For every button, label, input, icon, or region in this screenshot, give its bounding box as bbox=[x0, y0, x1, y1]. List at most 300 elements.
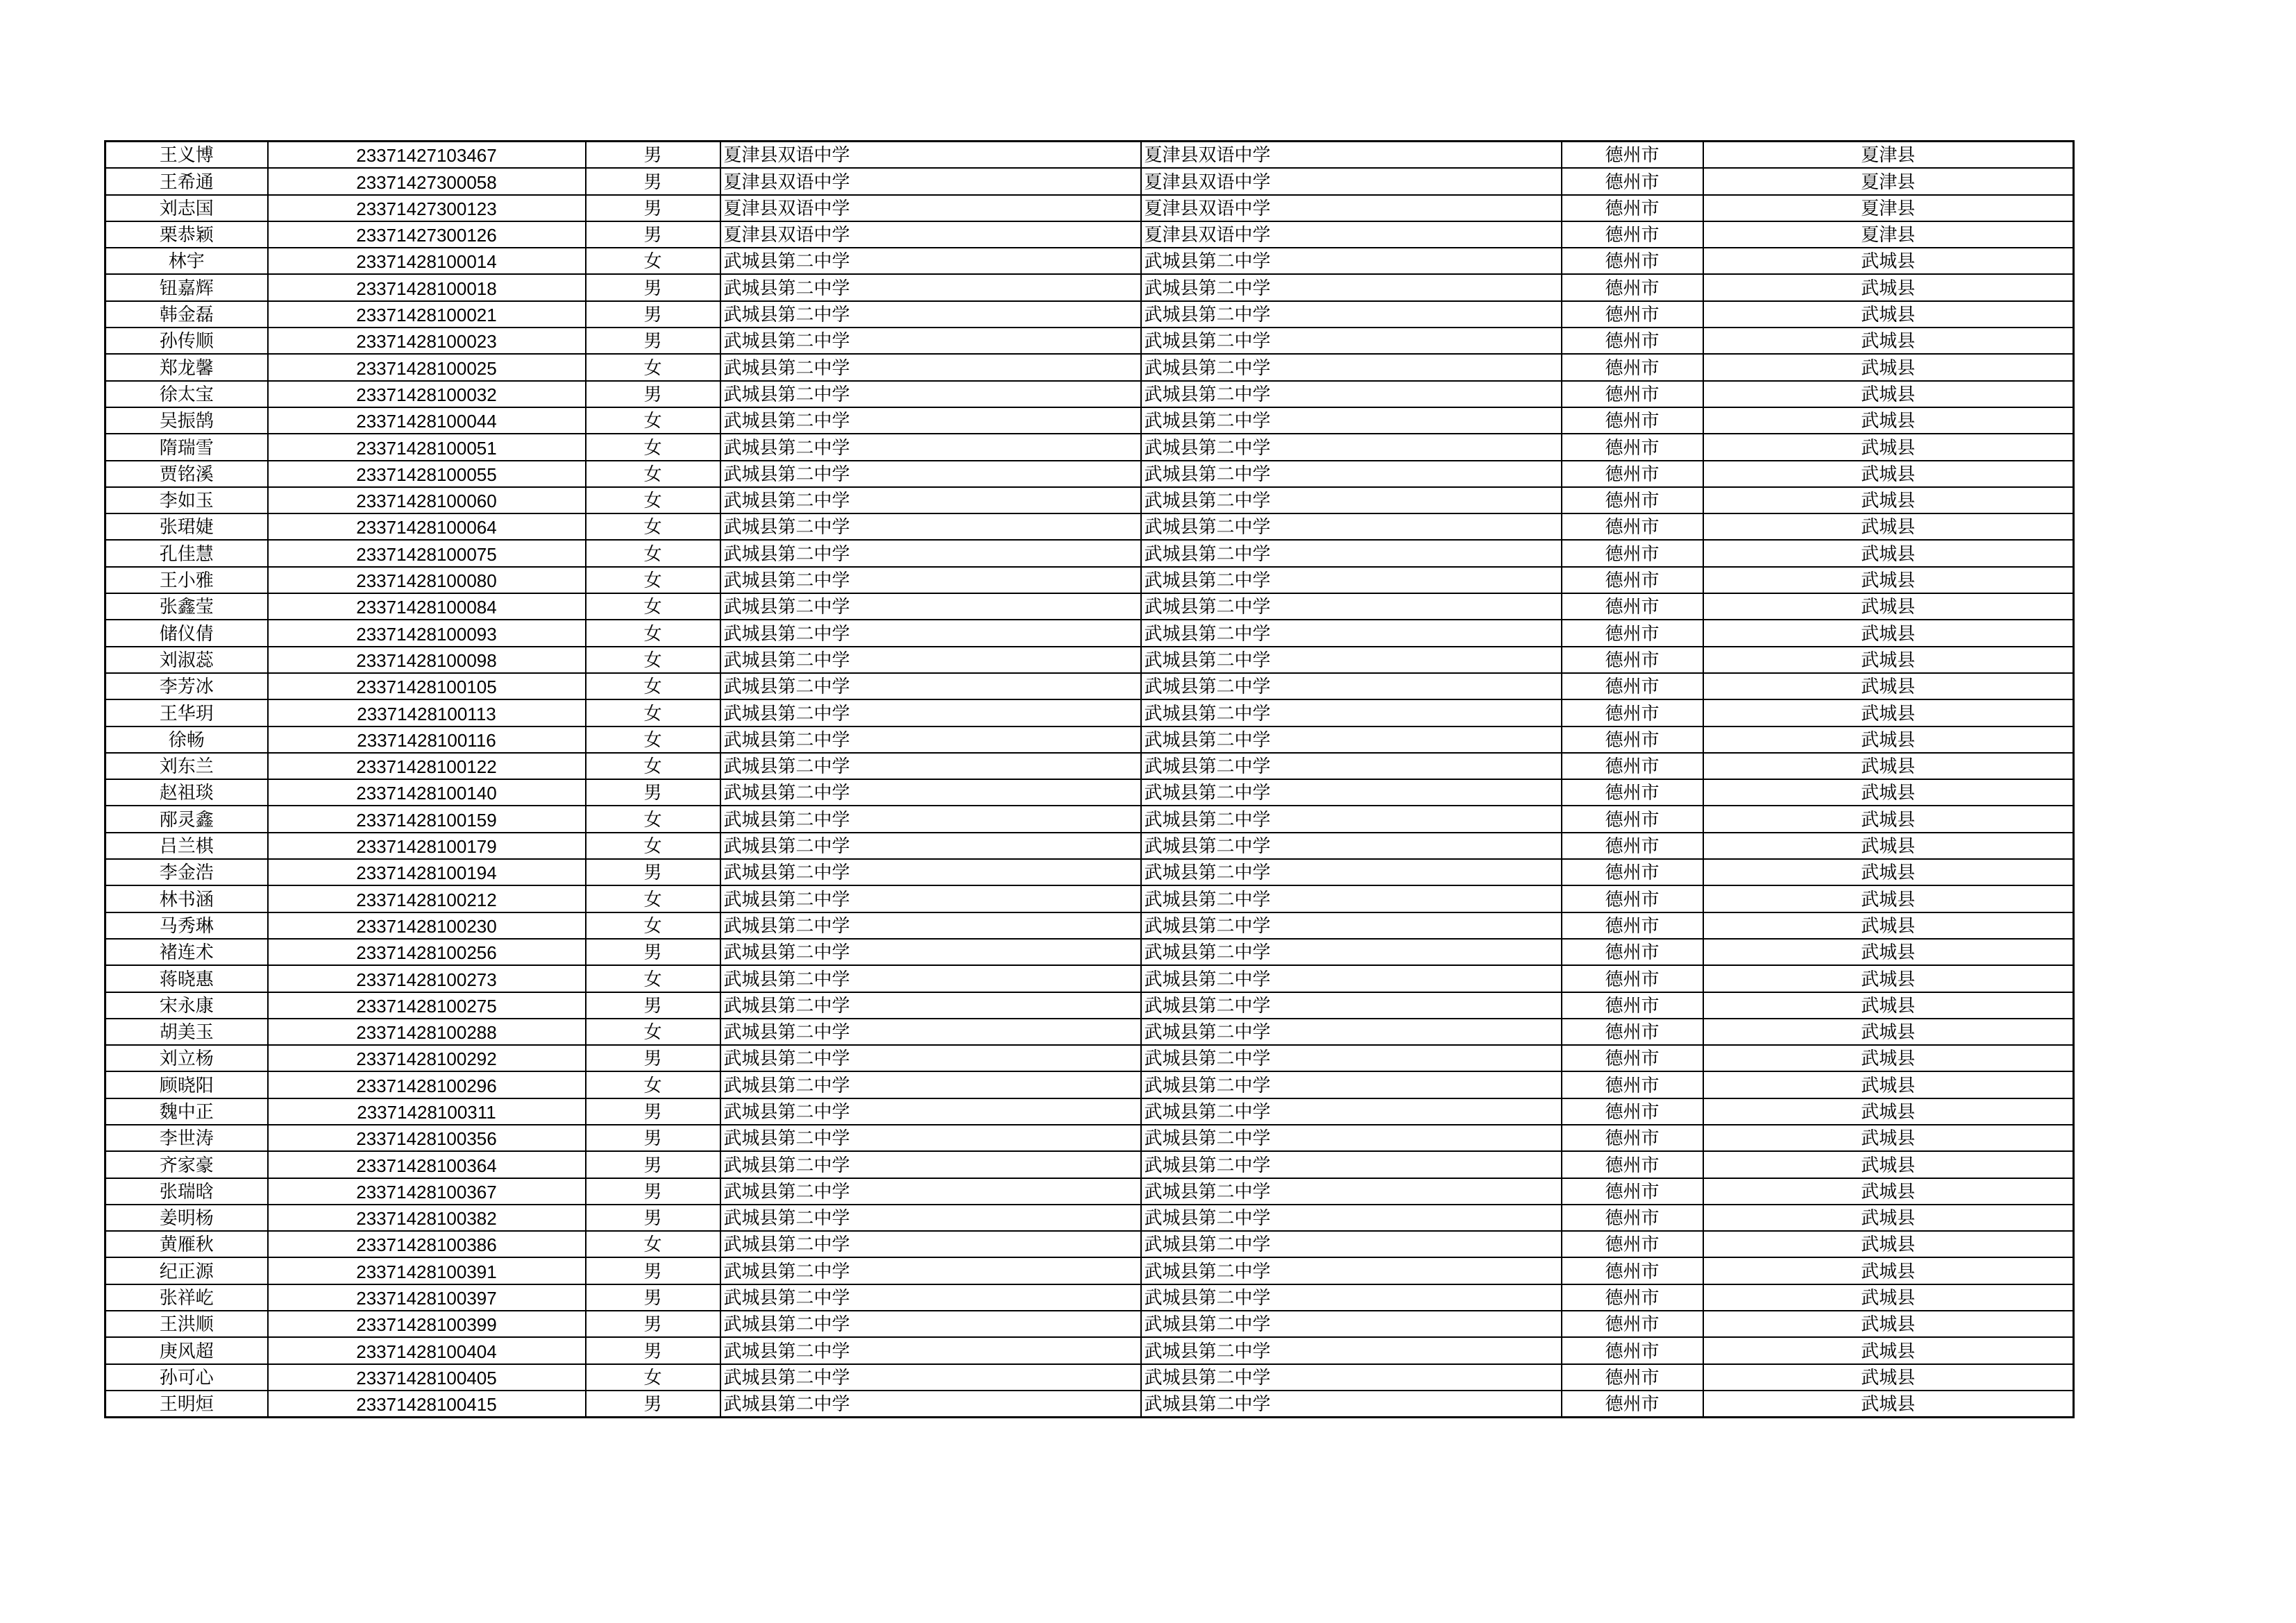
city-cell: 德州市 bbox=[1562, 248, 1703, 274]
student-name-cell: 马秀琳 bbox=[105, 912, 268, 939]
student-name-cell: 栗恭颖 bbox=[105, 221, 268, 248]
enrolled-school-cell: 武城县第二中学 bbox=[1141, 620, 1562, 646]
gender-cell: 男 bbox=[586, 939, 720, 965]
enrolled-school-cell: 武城县第二中学 bbox=[1141, 1231, 1562, 1257]
gender-cell: 男 bbox=[586, 1257, 720, 1284]
school-cell: 武城县第二中学 bbox=[720, 1364, 1141, 1391]
enrolled-school-cell: 武城县第二中学 bbox=[1141, 833, 1562, 859]
county-cell: 武城县 bbox=[1703, 1151, 2074, 1178]
city-cell: 德州市 bbox=[1562, 647, 1703, 673]
table-row bbox=[105, 1231, 2074, 1257]
gender-cell: 男 bbox=[586, 992, 720, 1019]
school-cell: 武城县第二中学 bbox=[720, 1098, 1141, 1125]
gender-cell: 男 bbox=[586, 221, 720, 248]
table-row bbox=[105, 487, 2074, 513]
county-cell: 武城县 bbox=[1703, 567, 2074, 593]
school-cell: 武城县第二中学 bbox=[720, 992, 1141, 1019]
table-row bbox=[105, 354, 2074, 380]
city-cell: 德州市 bbox=[1562, 1391, 1703, 1418]
school-cell: 武城县第二中学 bbox=[720, 328, 1141, 354]
city-cell: 德州市 bbox=[1562, 1178, 1703, 1205]
student-name-cell: 孔佳慧 bbox=[105, 540, 268, 566]
table-row bbox=[105, 939, 2074, 965]
city-cell: 德州市 bbox=[1562, 1364, 1703, 1391]
city-cell: 德州市 bbox=[1562, 487, 1703, 513]
city-cell: 德州市 bbox=[1562, 513, 1703, 540]
table-row bbox=[105, 1151, 2074, 1178]
gender-cell: 女 bbox=[586, 567, 720, 593]
gender-cell: 女 bbox=[586, 1364, 720, 1391]
table-row bbox=[105, 965, 2074, 992]
gender-cell: 女 bbox=[586, 806, 720, 832]
enrolled-school-cell: 武城县第二中学 bbox=[1141, 593, 1562, 620]
city-cell: 德州市 bbox=[1562, 328, 1703, 354]
school-cell: 武城县第二中学 bbox=[720, 699, 1141, 726]
school-cell: 武城县第二中学 bbox=[720, 461, 1141, 487]
gender-cell: 女 bbox=[586, 965, 720, 992]
county-cell: 武城县 bbox=[1703, 779, 2074, 806]
enrolled-school-cell: 武城县第二中学 bbox=[1141, 859, 1562, 885]
city-cell: 德州市 bbox=[1562, 1045, 1703, 1071]
city-cell: 德州市 bbox=[1562, 461, 1703, 487]
enrolled-school-cell: 武城县第二中学 bbox=[1141, 274, 1562, 300]
city-cell: 德州市 bbox=[1562, 593, 1703, 620]
student-name-cell: 吕兰棋 bbox=[105, 833, 268, 859]
gender-cell: 女 bbox=[586, 1071, 720, 1098]
table-row bbox=[105, 806, 2074, 832]
school-cell: 武城县第二中学 bbox=[720, 513, 1141, 540]
school-cell: 夏津县双语中学 bbox=[720, 142, 1141, 169]
table-row bbox=[105, 168, 2074, 194]
gender-cell: 女 bbox=[586, 434, 720, 460]
county-cell: 武城县 bbox=[1703, 407, 2074, 434]
exam-id-cell: 23371428100212 bbox=[268, 885, 586, 912]
exam-id-cell: 23371428100080 bbox=[268, 567, 586, 593]
gender-cell: 男 bbox=[586, 168, 720, 194]
exam-id-cell: 23371428100405 bbox=[268, 1364, 586, 1391]
student-name-cell: 林书涵 bbox=[105, 885, 268, 912]
city-cell: 德州市 bbox=[1562, 1337, 1703, 1363]
student-name-cell: 吴振鹄 bbox=[105, 407, 268, 434]
exam-id-cell: 23371428100018 bbox=[268, 274, 586, 300]
student-name-cell: 褚连术 bbox=[105, 939, 268, 965]
student-name-cell: 蒋晓惠 bbox=[105, 965, 268, 992]
student-name-cell: 隋瑞雪 bbox=[105, 434, 268, 460]
county-cell: 武城县 bbox=[1703, 301, 2074, 328]
gender-cell: 男 bbox=[586, 142, 720, 169]
county-cell: 武城县 bbox=[1703, 885, 2074, 912]
exam-id-cell: 23371428100122 bbox=[268, 753, 586, 779]
school-cell: 武城县第二中学 bbox=[720, 673, 1141, 699]
exam-id-cell: 23371428100116 bbox=[268, 726, 586, 753]
enrolled-school-cell: 武城县第二中学 bbox=[1141, 912, 1562, 939]
exam-id-cell: 23371427103467 bbox=[268, 142, 586, 169]
city-cell: 德州市 bbox=[1562, 540, 1703, 566]
table-row bbox=[105, 1311, 2074, 1337]
city-cell: 德州市 bbox=[1562, 779, 1703, 806]
table-row bbox=[105, 859, 2074, 885]
county-cell: 武城县 bbox=[1703, 833, 2074, 859]
enrolled-school-cell: 武城县第二中学 bbox=[1141, 381, 1562, 407]
exam-id-cell: 23371428100093 bbox=[268, 620, 586, 646]
student-name-cell: 李世涛 bbox=[105, 1125, 268, 1151]
table-row bbox=[105, 912, 2074, 939]
gender-cell: 男 bbox=[586, 1045, 720, 1071]
exam-id-cell: 23371428100367 bbox=[268, 1178, 586, 1205]
exam-id-cell: 23371428100021 bbox=[268, 301, 586, 328]
student-name-cell: 刘东兰 bbox=[105, 753, 268, 779]
enrolled-school-cell: 武城县第二中学 bbox=[1141, 1098, 1562, 1125]
city-cell: 德州市 bbox=[1562, 673, 1703, 699]
table-row bbox=[105, 1098, 2074, 1125]
school-cell: 武城县第二中学 bbox=[720, 593, 1141, 620]
enrolled-school-cell: 武城县第二中学 bbox=[1141, 1019, 1562, 1045]
school-cell: 夏津县双语中学 bbox=[720, 168, 1141, 194]
city-cell: 德州市 bbox=[1562, 142, 1703, 169]
school-cell: 武城县第二中学 bbox=[720, 647, 1141, 673]
exam-id-cell: 23371428100194 bbox=[268, 859, 586, 885]
enrolled-school-cell: 武城县第二中学 bbox=[1141, 1311, 1562, 1337]
student-name-cell: 储仪倩 bbox=[105, 620, 268, 646]
county-cell: 武城县 bbox=[1703, 1125, 2074, 1151]
exam-id-cell: 23371428100415 bbox=[268, 1391, 586, 1418]
city-cell: 德州市 bbox=[1562, 939, 1703, 965]
county-cell: 武城县 bbox=[1703, 965, 2074, 992]
gender-cell: 女 bbox=[586, 885, 720, 912]
exam-id-cell: 23371428100051 bbox=[268, 434, 586, 460]
student-name-cell: 李芳冰 bbox=[105, 673, 268, 699]
table-row bbox=[105, 221, 2074, 248]
student-name-cell: 庚风超 bbox=[105, 1337, 268, 1363]
gender-cell: 男 bbox=[586, 859, 720, 885]
county-cell: 武城县 bbox=[1703, 1098, 2074, 1125]
table-row bbox=[105, 328, 2074, 354]
student-name-cell: 张祥屹 bbox=[105, 1284, 268, 1311]
city-cell: 德州市 bbox=[1562, 274, 1703, 300]
enrolled-school-cell: 武城县第二中学 bbox=[1141, 1391, 1562, 1418]
school-cell: 武城县第二中学 bbox=[720, 1284, 1141, 1311]
school-cell: 武城县第二中学 bbox=[720, 567, 1141, 593]
school-cell: 武城县第二中学 bbox=[720, 1125, 1141, 1151]
student-name-cell: 赵祖琰 bbox=[105, 779, 268, 806]
city-cell: 德州市 bbox=[1562, 699, 1703, 726]
student-name-cell: 宋永康 bbox=[105, 992, 268, 1019]
county-cell: 武城县 bbox=[1703, 806, 2074, 832]
city-cell: 德州市 bbox=[1562, 1125, 1703, 1151]
gender-cell: 男 bbox=[586, 195, 720, 221]
exam-id-cell: 23371428100098 bbox=[268, 647, 586, 673]
table-row bbox=[105, 540, 2074, 566]
exam-id-cell: 23371428100179 bbox=[268, 833, 586, 859]
school-cell: 武城县第二中学 bbox=[720, 833, 1141, 859]
student-name-cell: 韩金磊 bbox=[105, 301, 268, 328]
enrolled-school-cell: 武城县第二中学 bbox=[1141, 1071, 1562, 1098]
school-cell: 武城县第二中学 bbox=[720, 1257, 1141, 1284]
enrolled-school-cell: 武城县第二中学 bbox=[1141, 567, 1562, 593]
school-cell: 武城县第二中学 bbox=[720, 487, 1141, 513]
table-row bbox=[105, 992, 2074, 1019]
county-cell: 夏津县 bbox=[1703, 142, 2074, 169]
enrolled-school-cell: 武城县第二中学 bbox=[1141, 673, 1562, 699]
gender-cell: 男 bbox=[586, 301, 720, 328]
school-cell: 武城县第二中学 bbox=[720, 1231, 1141, 1257]
student-name-cell: 王华玥 bbox=[105, 699, 268, 726]
school-cell: 武城县第二中学 bbox=[720, 939, 1141, 965]
school-cell: 武城县第二中学 bbox=[720, 1071, 1141, 1098]
exam-id-cell: 23371427300126 bbox=[268, 221, 586, 248]
exam-id-cell: 23371428100064 bbox=[268, 513, 586, 540]
city-cell: 德州市 bbox=[1562, 354, 1703, 380]
table-row bbox=[105, 434, 2074, 460]
county-cell: 武城县 bbox=[1703, 1071, 2074, 1098]
student-name-cell: 邴灵鑫 bbox=[105, 806, 268, 832]
gender-cell: 男 bbox=[586, 274, 720, 300]
gender-cell: 女 bbox=[586, 354, 720, 380]
school-cell: 武城县第二中学 bbox=[720, 859, 1141, 885]
county-cell: 武城县 bbox=[1703, 1391, 2074, 1418]
school-cell: 武城县第二中学 bbox=[720, 912, 1141, 939]
enrolled-school-cell: 武城县第二中学 bbox=[1141, 1205, 1562, 1231]
gender-cell: 女 bbox=[586, 1019, 720, 1045]
exam-id-cell: 23371428100075 bbox=[268, 540, 586, 566]
city-cell: 德州市 bbox=[1562, 1284, 1703, 1311]
enrolled-school-cell: 武城县第二中学 bbox=[1141, 487, 1562, 513]
gender-cell: 女 bbox=[586, 673, 720, 699]
table-row bbox=[105, 699, 2074, 726]
gender-cell: 男 bbox=[586, 1311, 720, 1337]
gender-cell: 女 bbox=[586, 487, 720, 513]
exam-id-cell: 23371428100025 bbox=[268, 354, 586, 380]
student-name-cell: 魏中正 bbox=[105, 1098, 268, 1125]
enrolled-school-cell: 武城县第二中学 bbox=[1141, 1337, 1562, 1363]
table-row bbox=[105, 1125, 2074, 1151]
gender-cell: 女 bbox=[586, 593, 720, 620]
school-cell: 武城县第二中学 bbox=[720, 1178, 1141, 1205]
county-cell: 武城县 bbox=[1703, 248, 2074, 274]
exam-id-cell: 23371428100397 bbox=[268, 1284, 586, 1311]
table-row bbox=[105, 195, 2074, 221]
student-name-cell: 姜明杨 bbox=[105, 1205, 268, 1231]
county-cell: 武城县 bbox=[1703, 620, 2074, 646]
county-cell: 武城县 bbox=[1703, 726, 2074, 753]
school-cell: 武城县第二中学 bbox=[720, 248, 1141, 274]
school-cell: 武城县第二中学 bbox=[720, 381, 1141, 407]
county-cell: 武城县 bbox=[1703, 1019, 2074, 1045]
table-row bbox=[105, 567, 2074, 593]
enrolled-school-cell: 武城县第二中学 bbox=[1141, 992, 1562, 1019]
county-cell: 武城县 bbox=[1703, 1178, 2074, 1205]
school-cell: 武城县第二中学 bbox=[720, 620, 1141, 646]
exam-id-cell: 23371428100113 bbox=[268, 699, 586, 726]
enrolled-school-cell: 夏津县双语中学 bbox=[1141, 168, 1562, 194]
gender-cell: 女 bbox=[586, 540, 720, 566]
table-row bbox=[105, 1337, 2074, 1363]
gender-cell: 男 bbox=[586, 1151, 720, 1178]
student-name-cell: 林宇 bbox=[105, 248, 268, 274]
exam-id-cell: 23371428100140 bbox=[268, 779, 586, 806]
table-row bbox=[105, 1045, 2074, 1071]
enrolled-school-cell: 武城县第二中学 bbox=[1141, 1178, 1562, 1205]
enrolled-school-cell: 武城县第二中学 bbox=[1141, 328, 1562, 354]
school-cell: 武城县第二中学 bbox=[720, 1205, 1141, 1231]
student-name-cell: 徐畅 bbox=[105, 726, 268, 753]
city-cell: 德州市 bbox=[1562, 965, 1703, 992]
school-cell: 武城县第二中学 bbox=[720, 434, 1141, 460]
gender-cell: 女 bbox=[586, 726, 720, 753]
exam-id-cell: 23371428100273 bbox=[268, 965, 586, 992]
city-cell: 德州市 bbox=[1562, 567, 1703, 593]
enrolled-school-cell: 武城县第二中学 bbox=[1141, 806, 1562, 832]
gender-cell: 女 bbox=[586, 513, 720, 540]
school-cell: 武城县第二中学 bbox=[720, 1337, 1141, 1363]
student-name-cell: 李如玉 bbox=[105, 487, 268, 513]
school-cell: 武城县第二中学 bbox=[720, 1019, 1141, 1045]
table-row bbox=[105, 407, 2074, 434]
county-cell: 武城县 bbox=[1703, 859, 2074, 885]
county-cell: 武城县 bbox=[1703, 1311, 2074, 1337]
enrolled-school-cell: 武城县第二中学 bbox=[1141, 885, 1562, 912]
county-cell: 武城县 bbox=[1703, 434, 2074, 460]
county-cell: 武城县 bbox=[1703, 328, 2074, 354]
county-cell: 武城县 bbox=[1703, 1337, 2074, 1363]
table-row bbox=[105, 753, 2074, 779]
exam-id-cell: 23371428100382 bbox=[268, 1205, 586, 1231]
county-cell: 武城县 bbox=[1703, 540, 2074, 566]
county-cell: 武城县 bbox=[1703, 647, 2074, 673]
gender-cell: 男 bbox=[586, 1178, 720, 1205]
exam-id-cell: 23371428100032 bbox=[268, 381, 586, 407]
table-row bbox=[105, 1257, 2074, 1284]
table-row bbox=[105, 726, 2074, 753]
city-cell: 德州市 bbox=[1562, 992, 1703, 1019]
gender-cell: 女 bbox=[586, 912, 720, 939]
table-row bbox=[105, 248, 2074, 274]
gender-cell: 女 bbox=[586, 699, 720, 726]
table-row bbox=[105, 833, 2074, 859]
enrolled-school-cell: 武城县第二中学 bbox=[1141, 1364, 1562, 1391]
exam-id-cell: 23371428100084 bbox=[268, 593, 586, 620]
student-name-cell: 徐太宝 bbox=[105, 381, 268, 407]
city-cell: 德州市 bbox=[1562, 806, 1703, 832]
school-cell: 武城县第二中学 bbox=[720, 274, 1141, 300]
city-cell: 德州市 bbox=[1562, 1231, 1703, 1257]
county-cell: 夏津县 bbox=[1703, 168, 2074, 194]
student-name-cell: 钮嘉辉 bbox=[105, 274, 268, 300]
enrolled-school-cell: 武城县第二中学 bbox=[1141, 1257, 1562, 1284]
exam-id-cell: 23371428100275 bbox=[268, 992, 586, 1019]
city-cell: 德州市 bbox=[1562, 381, 1703, 407]
gender-cell: 男 bbox=[586, 779, 720, 806]
exam-id-cell: 23371428100288 bbox=[268, 1019, 586, 1045]
gender-cell: 女 bbox=[586, 248, 720, 274]
exam-id-cell: 23371427300058 bbox=[268, 168, 586, 194]
enrolled-school-cell: 武城县第二中学 bbox=[1141, 779, 1562, 806]
student-name-cell: 刘淑蕊 bbox=[105, 647, 268, 673]
county-cell: 武城县 bbox=[1703, 354, 2074, 380]
exam-id-cell: 23371428100055 bbox=[268, 461, 586, 487]
county-cell: 武城县 bbox=[1703, 699, 2074, 726]
city-cell: 德州市 bbox=[1562, 912, 1703, 939]
enrolled-school-cell: 武城县第二中学 bbox=[1141, 726, 1562, 753]
student-name-cell: 孙传顺 bbox=[105, 328, 268, 354]
enrolled-school-cell: 武城县第二中学 bbox=[1141, 1125, 1562, 1151]
county-cell: 武城县 bbox=[1703, 1284, 2074, 1311]
school-cell: 武城县第二中学 bbox=[720, 885, 1141, 912]
enrolled-school-cell: 武城县第二中学 bbox=[1141, 647, 1562, 673]
student-name-cell: 纪正源 bbox=[105, 1257, 268, 1284]
school-cell: 夏津县双语中学 bbox=[720, 221, 1141, 248]
gender-cell: 男 bbox=[586, 1284, 720, 1311]
table-row bbox=[105, 1205, 2074, 1231]
exam-id-cell: 23371428100311 bbox=[268, 1098, 586, 1125]
school-cell: 武城县第二中学 bbox=[720, 726, 1141, 753]
enrolled-school-cell: 夏津县双语中学 bbox=[1141, 142, 1562, 169]
city-cell: 德州市 bbox=[1562, 168, 1703, 194]
table-row bbox=[105, 885, 2074, 912]
school-cell: 武城县第二中学 bbox=[720, 540, 1141, 566]
enrolled-school-cell: 武城县第二中学 bbox=[1141, 301, 1562, 328]
student-name-cell: 王明烜 bbox=[105, 1391, 268, 1418]
county-cell: 武城县 bbox=[1703, 513, 2074, 540]
table-row bbox=[105, 1178, 2074, 1205]
student-name-cell: 张珺婕 bbox=[105, 513, 268, 540]
gender-cell: 女 bbox=[586, 753, 720, 779]
exam-id-cell: 23371427300123 bbox=[268, 195, 586, 221]
school-cell: 武城县第二中学 bbox=[720, 1045, 1141, 1071]
school-cell: 武城县第二中学 bbox=[720, 301, 1141, 328]
student-name-cell: 黄雁秋 bbox=[105, 1231, 268, 1257]
exam-id-cell: 23371428100386 bbox=[268, 1231, 586, 1257]
school-cell: 武城县第二中学 bbox=[720, 1151, 1141, 1178]
county-cell: 武城县 bbox=[1703, 1257, 2074, 1284]
city-cell: 德州市 bbox=[1562, 859, 1703, 885]
county-cell: 武城县 bbox=[1703, 673, 2074, 699]
exam-id-cell: 23371428100296 bbox=[268, 1071, 586, 1098]
exam-id-cell: 23371428100230 bbox=[268, 912, 586, 939]
city-cell: 德州市 bbox=[1562, 407, 1703, 434]
student-name-cell: 李金浩 bbox=[105, 859, 268, 885]
exam-id-cell: 23371428100404 bbox=[268, 1337, 586, 1363]
city-cell: 德州市 bbox=[1562, 434, 1703, 460]
table-row bbox=[105, 274, 2074, 300]
table-row bbox=[105, 593, 2074, 620]
city-cell: 德州市 bbox=[1562, 726, 1703, 753]
exam-id-cell: 23371428100364 bbox=[268, 1151, 586, 1178]
enrolled-school-cell: 武城县第二中学 bbox=[1141, 1284, 1562, 1311]
gender-cell: 女 bbox=[586, 407, 720, 434]
county-cell: 武城县 bbox=[1703, 912, 2074, 939]
enrolled-school-cell: 武城县第二中学 bbox=[1141, 248, 1562, 274]
gender-cell: 男 bbox=[586, 1098, 720, 1125]
exam-id-cell: 23371428100044 bbox=[268, 407, 586, 434]
student-name-cell: 胡美玉 bbox=[105, 1019, 268, 1045]
enrolled-school-cell: 夏津县双语中学 bbox=[1141, 221, 1562, 248]
table-row bbox=[105, 620, 2074, 646]
enrolled-school-cell: 武城县第二中学 bbox=[1141, 699, 1562, 726]
gender-cell: 女 bbox=[586, 833, 720, 859]
gender-cell: 男 bbox=[586, 1205, 720, 1231]
student-name-cell: 郑龙馨 bbox=[105, 354, 268, 380]
exam-id-cell: 23371428100256 bbox=[268, 939, 586, 965]
exam-id-cell: 23371428100159 bbox=[268, 806, 586, 832]
table-row bbox=[105, 1284, 2074, 1311]
gender-cell: 女 bbox=[586, 647, 720, 673]
gender-cell: 女 bbox=[586, 620, 720, 646]
exam-id-cell: 23371428100023 bbox=[268, 328, 586, 354]
city-cell: 德州市 bbox=[1562, 620, 1703, 646]
table-row bbox=[105, 461, 2074, 487]
student-name-cell: 张鑫莹 bbox=[105, 593, 268, 620]
